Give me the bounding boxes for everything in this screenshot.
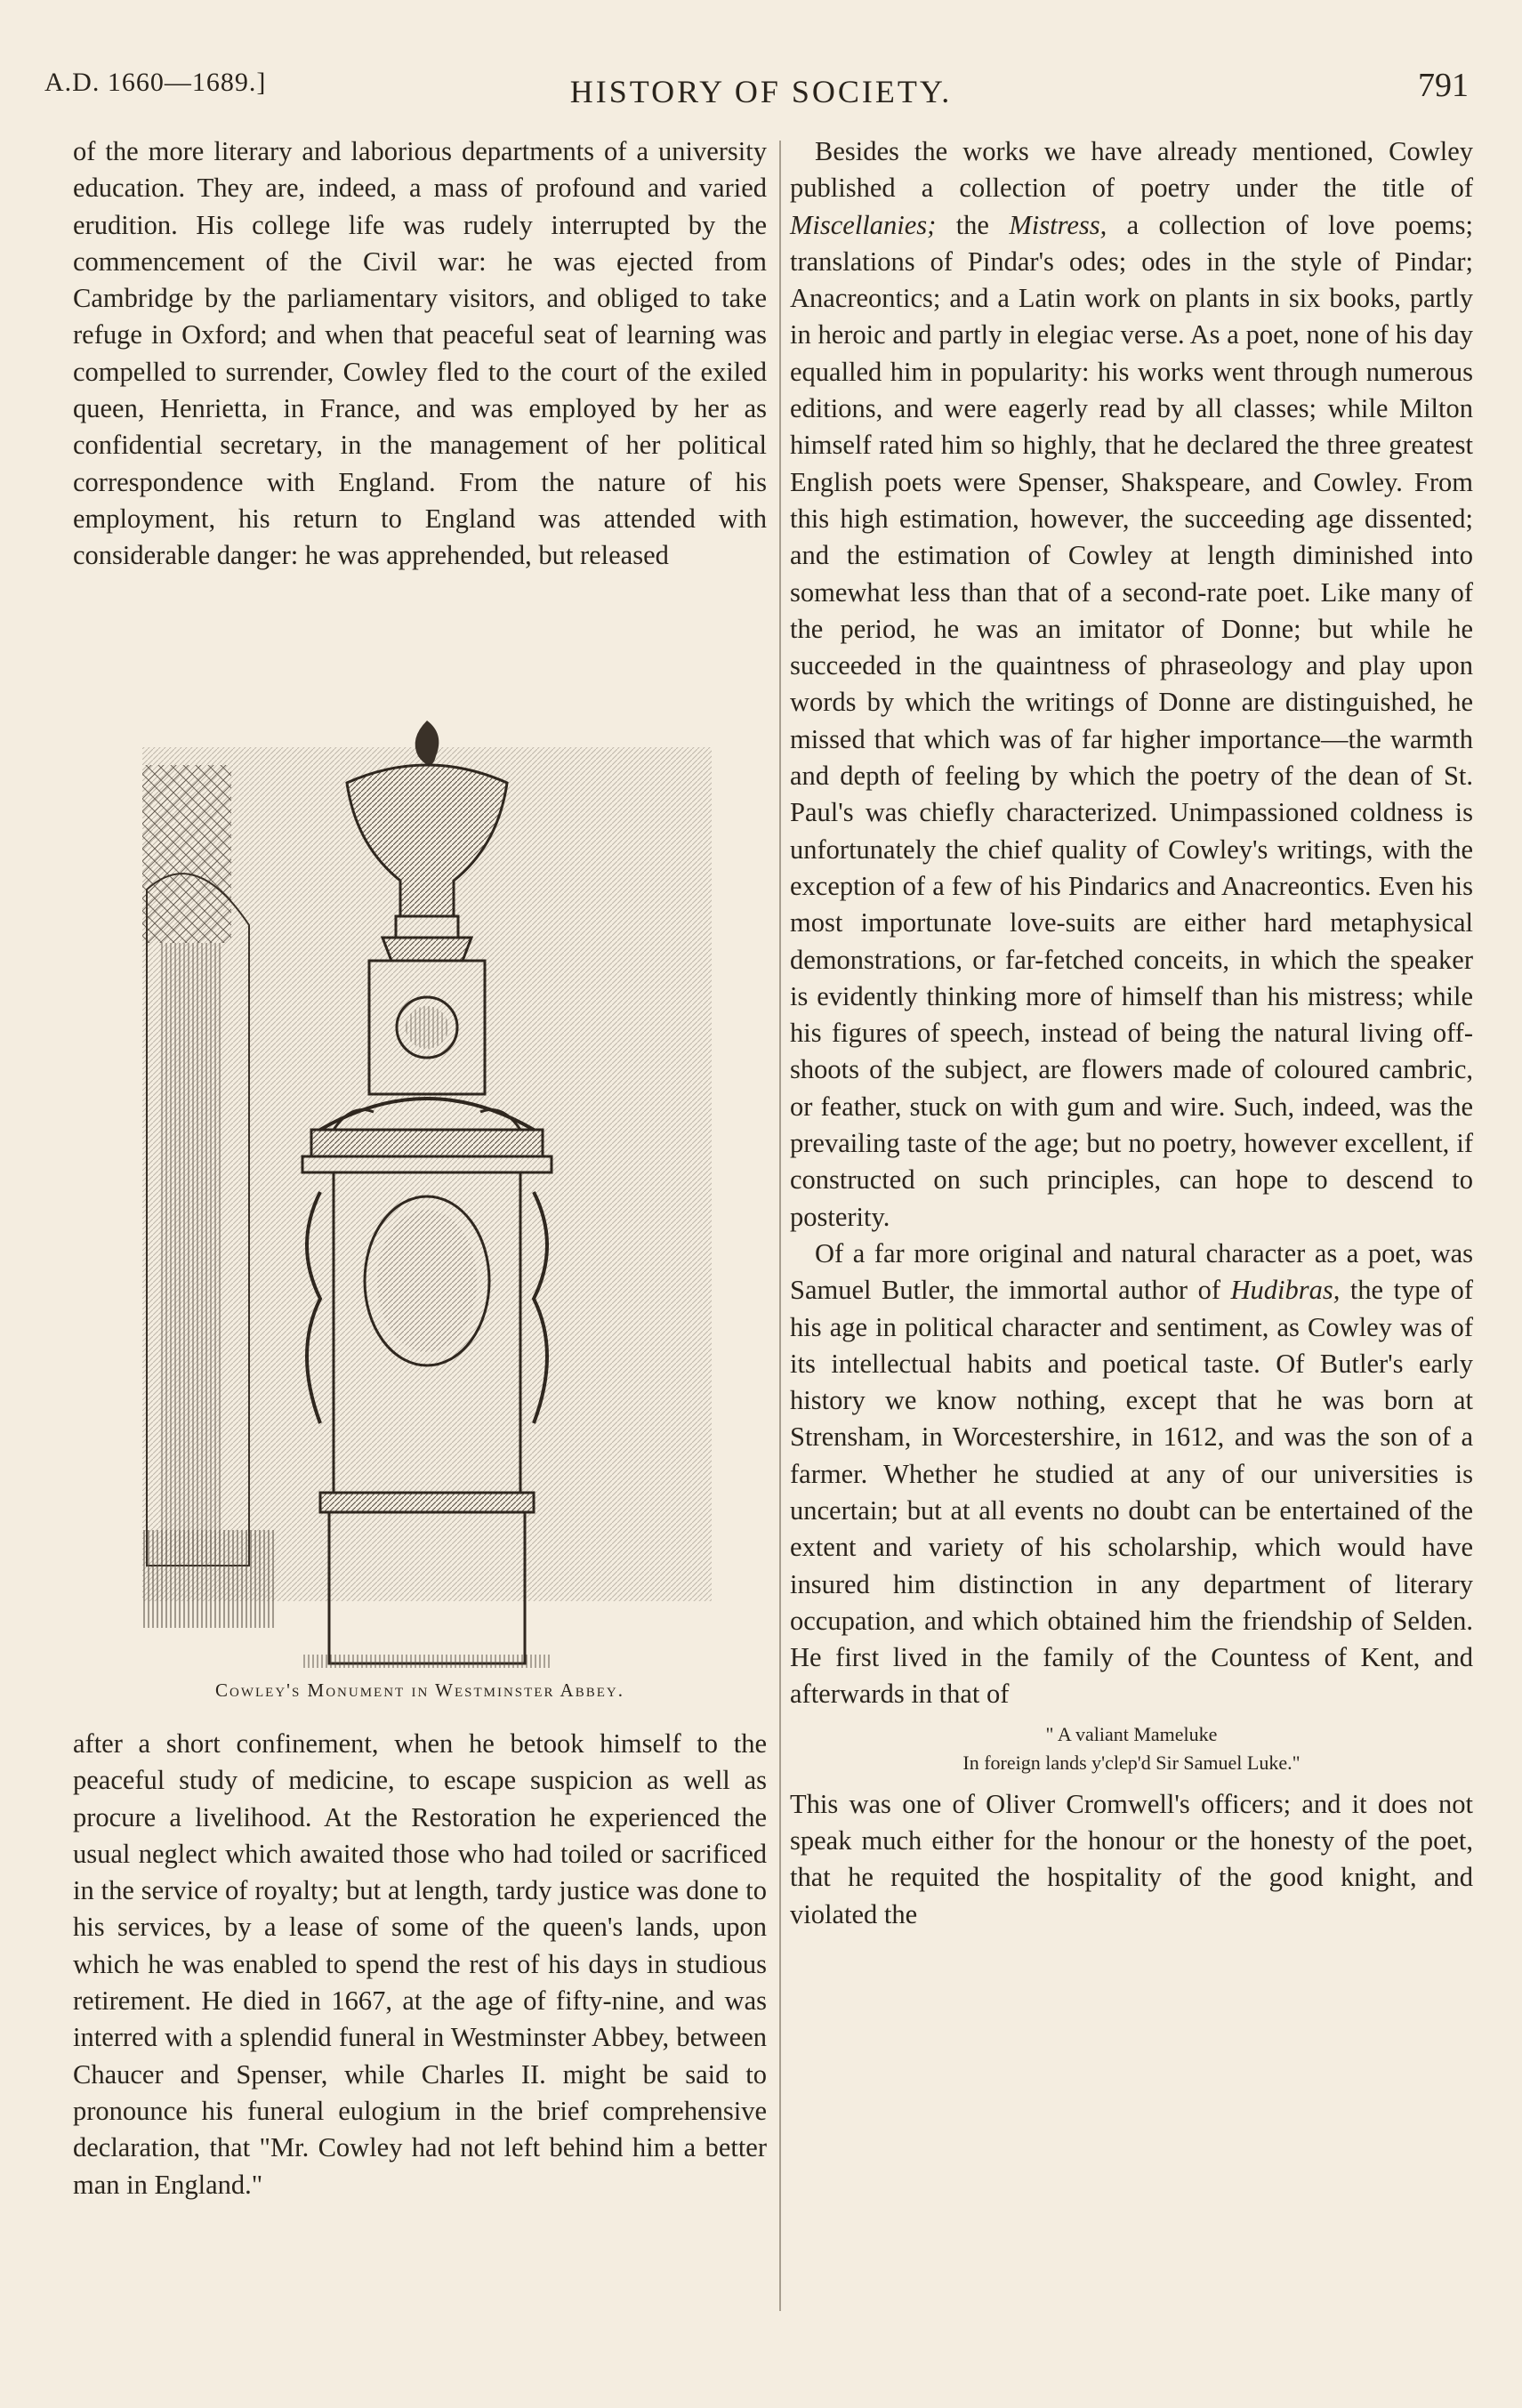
page-number: 791 [1418,67,1469,104]
running-header [0,60,1522,114]
monument-illustration [142,712,712,1672]
paragraph: after a short confinement, when he betook himself to the peaceful study of medicine, to escape suspicion as well as procure a livelihood. At the Restoration he experienced the usual neglect which awaited those who had toiled or sacrificed in the service of royalty; but at length, tardy justice was done to his services, by a lease of some of the queen's lands, upon which he was enabled to spend the rest of his days in studious retirement. He died in 1667, at the age of fifty-nine, and was interred with a splendid funeral in Westminster Abbey, between Chaucer and Spenser, while Charles II. might be said to pronounce his funeral eulogium in the brief comprehensive declaration, that "Mr. Cowley had not left behind him a better man in England." [73,1728,767,2200]
paragraph: This was one of Oliver Cromwell's officers; and it does not speak much either for the honour or the honesty of the poet, that he requited the hospitality of the good knight, and violated the [790,1788,1473,1929]
quote-line: In foreign lands y'clep'd Sir Samuel Luke." [962,1751,1301,1774]
quote-line: " A valiant Mameluke [1045,1722,1218,1745]
date-range: A.D. 1660—1689.] [44,68,267,97]
left-column-top [73,133,767,575]
column-divider [779,141,781,2311]
paragraph: Besides the works we have already mentioned, Cowley published a collection of poetry under the title of Miscellanies; the Mistress, a collection of love poems; translations of Pindar's odes; odes in the style of Pindar; Anacreontics; and a Latin work on plants in six books, partly in heroic and partly in elegiac verse. As a poet, none of his day equalled him in popularity: his works went through numerous editions, and were eagerly read by all classes; while Milton himself rated him so highly, that he declared the three greatest English poets were Spenser, Shakspeare, and Cowley. From this high estimation, however, the succeeding age dissented; and the estimation of Cowley at length diminished into somewhat less than that of a second-rate poet. Like many of the period, he was an imitator of Donne; but while he succeeded in the quaintness of phraseology and play upon words by which the writings of Donne are distinguished, he missed that which was of far higher importance—the warmth and depth of feeling by which the poetry of the dean of St. Paul's was chiefly characterized. Unimpassioned coldness is unfortunately the chief quality of Cowley's writings, with the exception of a few of his Pindarics and Anacreontics. Even his most importunate love-suits are either hard metaphysical demonstrations, or far-fetched conceits, in which the speaker is evidently thinking more of himself than his mistress; while his figures of speech, instead of being the natural living off-shoots of the subject, are flowers made of coloured cambric, or feather, stuck on with gum and wire. Such, indeed, was the prevailing taste of the age; but no poetry, however excellent, if constructed on such principles, can hope to descend to posterity. [790,136,1473,1232]
left-column-bottom [73,1726,767,2203]
right-column [790,133,1473,1933]
figure-caption: Cowley's Monument in Westminster Abbey. [215,1679,624,1701]
verse-quote [790,1720,1473,1777]
paragraph: Of a far more original and natural character as a poet, was Samuel Butler, the immortal author of Hudibras, the type of his age in political character and sentiment, as Cowley was of its intellectual habits and poetical taste. Of Butler's early history we know nothing, except that he was born at Strensham, in Worcestershire, in 1612, and was the son of a farmer. Whether he studied at any of our universities is uncertain; but at all events no doubt can be entertained of the extent and variety of his scholarship, which would have insured him distinction in any department of literary occupation, and which obtained him the friendship of Selden. He first lived in the family of the Countess of Kent, and afterwards in that of [790,1237,1473,1710]
running-title: HISTORY OF SOCIETY. [569,74,953,109]
paragraph: of the more literary and laborious departments of a university education. They are, indeed, a mass of profound and varied erudition. His college life was rudely interrupted by the commencement of the Civil war: he was ejected from Cambridge by the parliamentary visitors, and obliged to take refuge in Oxford; and when that peaceful seat of learning was compelled to surrender, Cowley fled to the court of the exiled queen, Henrietta, in France, and was employed by her as confidential secretary, in the management of her political correspondence with England. From the nature of his employment, his return to England was attended with considerable danger: he was apprehended, but released [73,136,767,571]
monument-engraving [142,712,712,1672]
